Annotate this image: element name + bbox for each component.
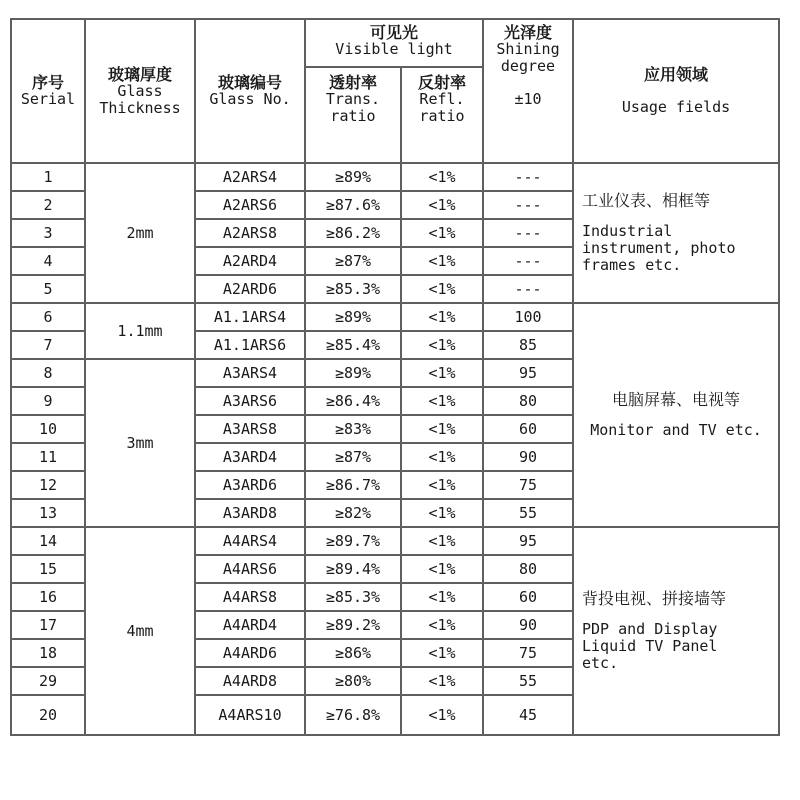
cell-glass-no: A4ARS8 [195, 583, 305, 611]
cell-trans: ≥89.4% [305, 555, 401, 583]
cell-thickness: 1.1mm [85, 303, 195, 359]
cell-serial: 7 [11, 331, 85, 359]
cell-glass-no: A4ARD4 [195, 611, 305, 639]
cell-serial: 10 [11, 415, 85, 443]
glass-spec-table [10, 18, 780, 736]
cell-glass-no: A2ARD4 [195, 247, 305, 275]
cell-shine: 80 [483, 555, 573, 583]
cell-refl: <1% [401, 555, 483, 583]
cell-shine: 95 [483, 527, 573, 555]
cell-shine: 85 [483, 331, 573, 359]
cell-refl: <1% [401, 163, 483, 191]
cell-refl: <1% [401, 275, 483, 303]
cell-serial: 18 [11, 639, 85, 667]
cell-shine: --- [483, 163, 573, 191]
cell-glass-no: A3ARD8 [195, 499, 305, 527]
cell-shine: 55 [483, 499, 573, 527]
cell-serial: 12 [11, 471, 85, 499]
cell-refl: <1% [401, 247, 483, 275]
cell-trans: ≥85.3% [305, 275, 401, 303]
cell-refl: <1% [401, 331, 483, 359]
cell-shine: --- [483, 247, 573, 275]
header-serial: 序号 Serial [11, 19, 85, 163]
cell-trans: ≥85.3% [305, 583, 401, 611]
cell-trans: ≥87% [305, 247, 401, 275]
cell-trans: ≥87% [305, 443, 401, 471]
cell-trans: ≥86.7% [305, 471, 401, 499]
glass-spec-table-wrapper [10, 18, 780, 736]
cell-refl: <1% [401, 303, 483, 331]
cell-glass-no: A2ARD6 [195, 275, 305, 303]
header-visible-light: 可见光 Visible light [305, 19, 483, 67]
cell-shine: 60 [483, 415, 573, 443]
cell-trans: ≥86.4% [305, 387, 401, 415]
cell-trans: ≥83% [305, 415, 401, 443]
cell-trans: ≥87.6% [305, 191, 401, 219]
cell-serial: 15 [11, 555, 85, 583]
cell-shine: --- [483, 275, 573, 303]
cell-thickness: 3mm [85, 359, 195, 527]
cell-refl: <1% [401, 527, 483, 555]
cell-refl: <1% [401, 639, 483, 667]
cell-serial: 13 [11, 499, 85, 527]
cell-usage: 背投电视、拼接墙等 PDP and Display Liquid TV Panel etc. [573, 527, 779, 735]
cell-serial: 2 [11, 191, 85, 219]
cell-glass-no: A3ARS8 [195, 415, 305, 443]
header-thickness: 玻璃厚度 Glass Thickness [85, 19, 195, 163]
cell-shine: 55 [483, 667, 573, 695]
cell-glass-no: A1.1ARS6 [195, 331, 305, 359]
cell-refl: <1% [401, 695, 483, 735]
cell-shine: --- [483, 219, 573, 247]
cell-serial: 8 [11, 359, 85, 387]
cell-shine: 45 [483, 695, 573, 735]
cell-refl: <1% [401, 443, 483, 471]
cell-shine: 90 [483, 611, 573, 639]
cell-glass-no: A2ARS8 [195, 219, 305, 247]
cell-shine: 75 [483, 639, 573, 667]
cell-glass-no: A4ARD8 [195, 667, 305, 695]
cell-refl: <1% [401, 499, 483, 527]
cell-serial: 5 [11, 275, 85, 303]
cell-refl: <1% [401, 191, 483, 219]
cell-shine: 80 [483, 387, 573, 415]
cell-serial: 6 [11, 303, 85, 331]
cell-trans: ≥89% [305, 163, 401, 191]
cell-trans: ≥86.2% [305, 219, 401, 247]
cell-thickness: 2mm [85, 163, 195, 303]
cell-trans: ≥89.7% [305, 527, 401, 555]
cell-serial: 3 [11, 219, 85, 247]
cell-glass-no: A3ARD6 [195, 471, 305, 499]
cell-trans: ≥89.2% [305, 611, 401, 639]
cell-glass-no: A3ARD4 [195, 443, 305, 471]
cell-refl: <1% [401, 667, 483, 695]
cell-glass-no: A2ARS6 [195, 191, 305, 219]
header-shining-degree: 光泽度 Shining degree ±10 [483, 19, 573, 163]
cell-glass-no: A3ARS4 [195, 359, 305, 387]
cell-shine: 95 [483, 359, 573, 387]
cell-trans: ≥82% [305, 499, 401, 527]
cell-refl: <1% [401, 219, 483, 247]
cell-serial: 1 [11, 163, 85, 191]
cell-shine: 100 [483, 303, 573, 331]
cell-shine: 75 [483, 471, 573, 499]
cell-glass-no: A1.1ARS4 [195, 303, 305, 331]
cell-serial: 11 [11, 443, 85, 471]
header-glass-no: 玻璃编号 Glass No. [195, 19, 305, 163]
cell-shine: 60 [483, 583, 573, 611]
cell-refl: <1% [401, 359, 483, 387]
cell-glass-no: A2ARS4 [195, 163, 305, 191]
cell-trans: ≥85.4% [305, 331, 401, 359]
cell-refl: <1% [401, 387, 483, 415]
cell-glass-no: A3ARS6 [195, 387, 305, 415]
cell-trans: ≥76.8% [305, 695, 401, 735]
cell-shine: --- [483, 191, 573, 219]
cell-serial: 14 [11, 527, 85, 555]
cell-serial: 9 [11, 387, 85, 415]
cell-serial: 29 [11, 667, 85, 695]
cell-glass-no: A4ARS6 [195, 555, 305, 583]
cell-shine: 90 [483, 443, 573, 471]
cell-serial: 20 [11, 695, 85, 735]
cell-serial: 4 [11, 247, 85, 275]
cell-glass-no: A4ARS10 [195, 695, 305, 735]
cell-usage: 工业仪表、相框等 Industrial instrument, photo frames etc. [573, 163, 779, 303]
cell-trans: ≥89% [305, 303, 401, 331]
header-usage-fields: 应用领域 Usage fields [573, 19, 779, 163]
cell-trans: ≥89% [305, 359, 401, 387]
header-refl-ratio: 反射率 Refl. ratio [401, 67, 483, 163]
cell-refl: <1% [401, 415, 483, 443]
cell-refl: <1% [401, 583, 483, 611]
cell-refl: <1% [401, 611, 483, 639]
cell-glass-no: A4ARD6 [195, 639, 305, 667]
cell-trans: ≥80% [305, 667, 401, 695]
cell-glass-no: A4ARS4 [195, 527, 305, 555]
header-trans-ratio: 透射率 Trans. ratio [305, 67, 401, 163]
cell-serial: 16 [11, 583, 85, 611]
cell-thickness: 4mm [85, 527, 195, 735]
cell-trans: ≥86% [305, 639, 401, 667]
cell-usage: 电脑屏幕、电视等 Monitor and TV etc. [573, 303, 779, 527]
cell-serial: 17 [11, 611, 85, 639]
cell-refl: <1% [401, 471, 483, 499]
